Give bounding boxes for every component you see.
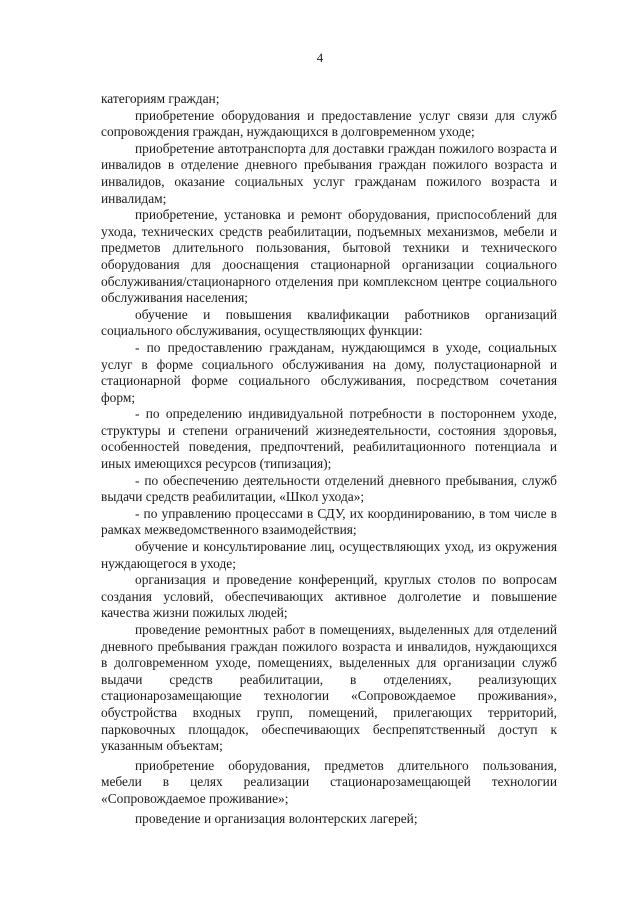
paragraph-staff-training: обучение и повышения квалификации работников организаций социального обслуживания, осуществляющих функции:	[101, 306, 557, 339]
paragraph-renovation-works: проведение ремонтных работ в помещениях, выделенных для отделений дневного пребывания граждан пожилого возраста и инвалидов, нуждающихся в долговременном уходе, помещениях, выделенных для организации служб выдачи средств реабилитации, в отделениях, реализующих стационарозамещающие технологии «Сопровождаемое проживания», обустройства входных групп, помещений, прилегающих территорий, парковочных площадок, обеспечивающих беспрепятственный доступ к указанным объектам;	[101, 622, 557, 754]
document-body	[101, 91, 557, 827]
paragraph-volunteer-camps: проведение и организация волонтерских лагерей;	[135, 810, 418, 826]
page-number: 4	[316, 50, 324, 65]
list-item-needs-assessment: - по определению индивидуальной потребности в постороннем уходе, структуры и степени ограничений жизнедеятельности, состояния здоровья, особенностей поведения, предпочтений, реабилитационного потенциала и иных имеющихся ресурсов (типизация);	[101, 406, 557, 472]
paragraph-equipment-installation: приобретение, установка и ремонт оборудования, приспособлений для ухода, технических средств реабилитации, подъемных механизмов, мебели и предметов длительного пользования, бытовой техники и технического оборудования для дооснащения стационарной организации социального обслуживания/стационарного отделения при комплексном центре социального обслуживания населения;	[101, 207, 557, 306]
list-item-day-care-support: - по обеспечению деятельности отделений дневного пребывания, служб выдачи средств реабилитации, «Школ ухода»;	[101, 472, 557, 505]
paragraph-conferences: организация и проведение конференций, круглых столов по вопросам создания условий, обеспечивающих активное долголетие и повышение качества жизни пожилых людей;	[101, 572, 557, 621]
paragraph-vehicle-purchase: приобретение автотранспорта для доставки граждан пожилого возраста и инвалидов в отделение дневного пребывания граждан пожилого возраста и инвалидов, оказание социальных услуг гражданам пожилого возраста и инвалидам;	[101, 140, 557, 206]
paragraph-communication-equipment: приобретение оборудования и предоставление услуг связи для служб сопровождения граждан, нуждающихся в долговременном уходе;	[101, 107, 557, 140]
paragraph-supported-living-equipment: приобретение оборудования, предметов длительного пользования, мебели в целях реализации стационарозамещающей технологии «Сопровождаемое проживание»;	[101, 757, 557, 806]
paragraph-continuation: категориям граждан;	[101, 91, 220, 106]
list-item-process-management: - по управлению процессами в СДУ, их координированию, в том числе в рамках межведомственного взаимодействия;	[101, 505, 557, 538]
paragraph-caregiver-training: обучение и консультирование лиц, осуществляющих уход, из окружения нуждающегося в уходе;	[101, 539, 557, 571]
list-item-social-services: - по предоставлению гражданам, нуждающимся в уходе, социальных услуг в форме социального обслуживания на дому, полустационарной и стационарной форме социального обслуживания, посредством сочетания форм;	[101, 339, 557, 405]
